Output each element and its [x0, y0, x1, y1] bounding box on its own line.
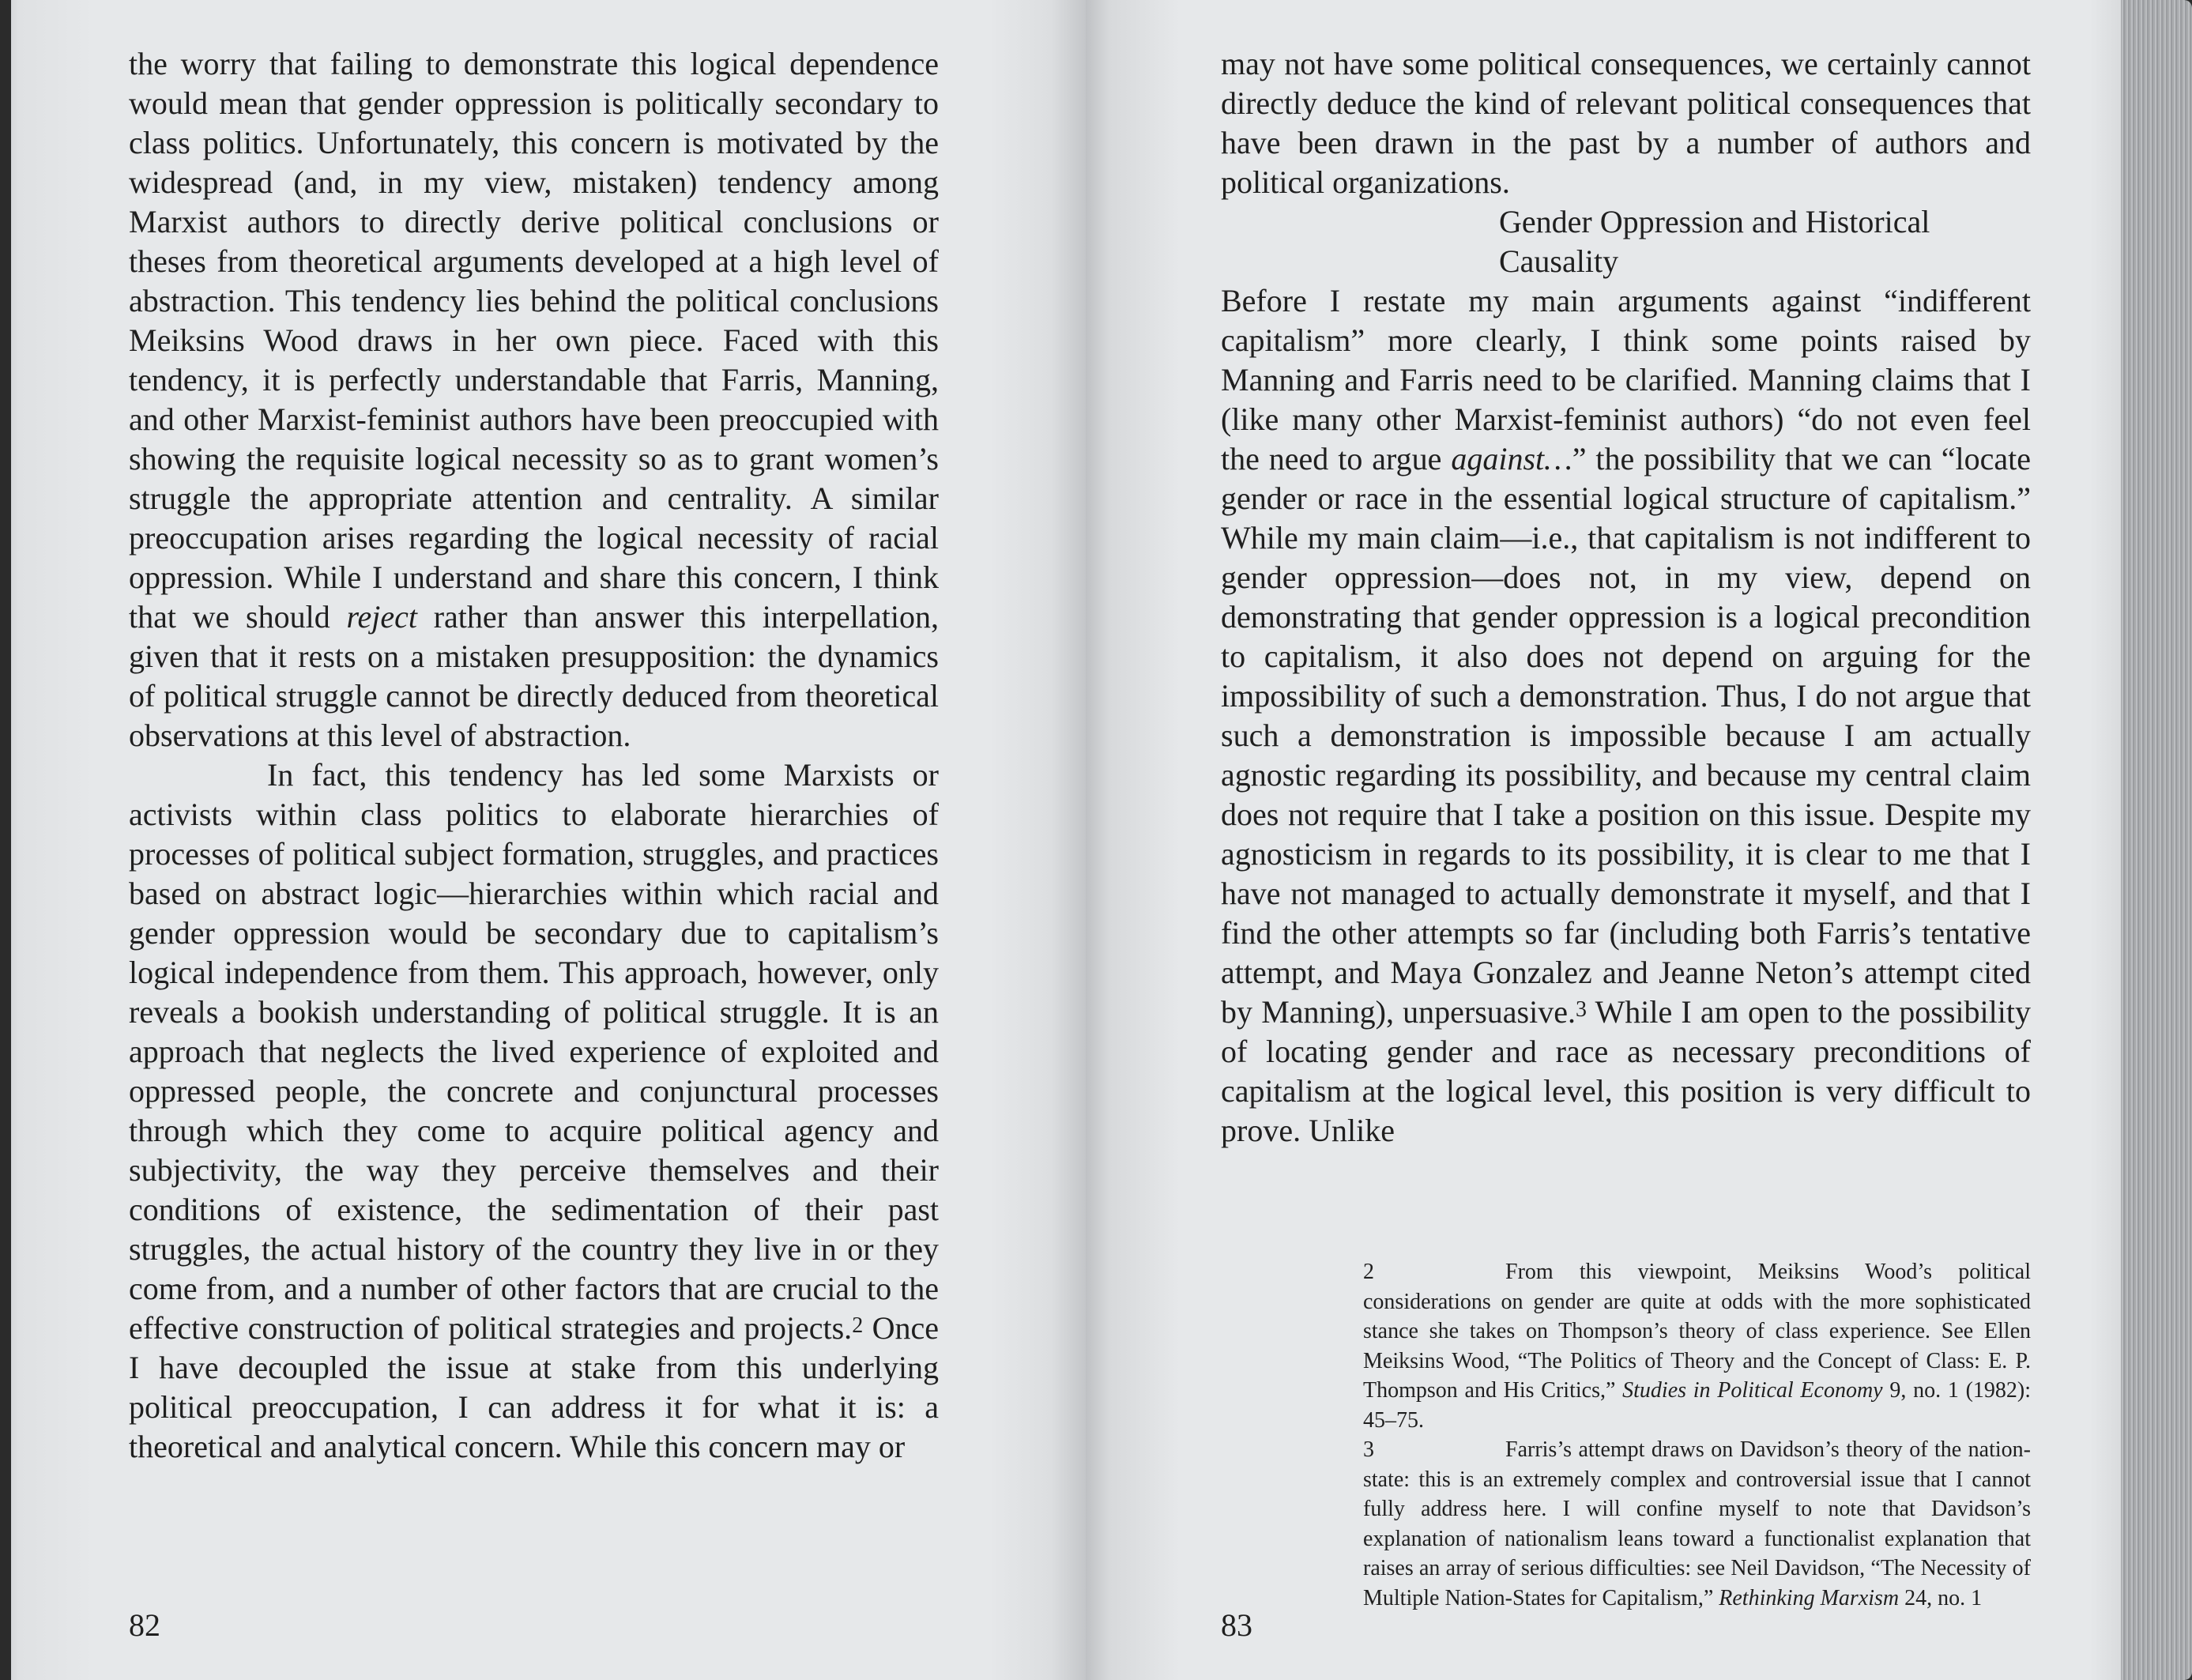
section-heading-line-2: Causality — [1499, 243, 1619, 279]
right-paragraph-2-text: Before I restate my main arguments against “indifferent capitalism” more clearly, I think some points raised by Manning and Farris need to be clarified. Manning claims that I (like many other Marxist-feminist authors) “do not even feel the need to argue — [1221, 283, 2031, 477]
page-number-left: 82 — [129, 1607, 160, 1643]
footnote-2 — [1363, 1257, 2031, 1435]
footnote-3-number: 3 — [1363, 1437, 1374, 1462]
left-paragraph-2-end: Once I have decoupled the issue at stake from this underlying political preoccupation, I can address it for what it is: a theoretical and analytical concern. While this concern may or — [129, 1310, 940, 1464]
left-paragraph-1-end: rather than answer this interpellation, given that it rests on a mistaken presupposition: the dynamics of political struggle cannot be directly deduced from theoretical observations at this level of abstraction. — [129, 599, 940, 753]
footnote-2-text: From this viewpoint, Meiksins Wood’s political considerations on gender are quite at odds with the more sophisticated stance she takes on Thompson’s theory of class experience. See Ellen Meiksins Wood, “The Politics of Theory and the Concept of Class: E. P. Thompson and His Critics,” — [1363, 1260, 2031, 1403]
left-paragraph-1-text: the worry that failing to demonstrate this logical dependence would mean that gender oppression is politically secondary to class politics. Unfortunately, this concern is motivated by the widespread (and, in my view, mistaken) tendency among Marxist authors to directly derive political conclusions or theses from theoretical arguments developed at a high level of abstraction. This tendency lies behind the political conclusions Meiksins Wood draws in her own piece. Faced with this tendency, it is perfectly understandable that Farris, Manning, and other Marxist-feminist authors have been preoccupied with showing the requisite logical necessity so as to grant women’s struggle the appropriate attention and centrality. A similar preoccupation arises regarding the logical necessity of racial oppression. While I understand and share this concern, I think that we should — [129, 46, 939, 635]
right-paragraph-1: may not have some political consequences, we certainly cannot directly deduce the kind of relevant political consequences that have been drawn in the past by a number of authors and political organizations. — [1221, 46, 2031, 200]
footnote-3-text: Farris’s attempt draws on Davidson’s theory of the nation-state: this is an extremely complex and controversial issue that I cannot fully address here. I will confine myself to note that Davidson’s explanation of nationalism leans toward a functionalist explanation that raises an array of serious difficulties: see Neil Davidson, “The Necessity of Multiple Nation-States for Capitalism,” — [1363, 1437, 2031, 1610]
right-paragraph-2-end: While I am open to the possibility of locating gender and race as necessary preconditions of capitalism at the logical level, this position is very difficult to prove. Unlike — [1221, 994, 2032, 1148]
left-paragraph-2 — [129, 755, 939, 1467]
footnotes — [1363, 1257, 2031, 1613]
section-heading-line-1: Gender Oppression and Historical — [1499, 204, 1930, 239]
footnote-2-citation: 9, no. 1 (1982): 45–75. — [1363, 1378, 2031, 1433]
book-left-edge — [0, 0, 11, 1680]
left-paragraph-1-emphasis: reject — [346, 599, 418, 635]
section-heading — [1499, 202, 2013, 281]
right-paragraph-2-emphasis: against… — [1451, 441, 1572, 477]
footnote-3 — [1363, 1435, 2031, 1613]
footnote-3-citation: 24, no. 1 — [1904, 1585, 1983, 1610]
book-fore-edge — [2121, 0, 2192, 1680]
page-number-right: 83 — [1221, 1607, 1252, 1643]
right-paragraph-2 — [1221, 281, 2031, 1151]
footnote-ref-2: 2 — [852, 1313, 864, 1338]
left-paragraph-1 — [129, 44, 939, 755]
right-paragraph-2-cont: ” the possibility that we can “locate gender or race in the essential logical structure of capitalism.” While my main claim—i.e., that capitalism is not indifferent to gender oppression—does not, in my view, depend on demonstrating that gender oppression is a logical precondition to capitalism, it also does not depend on arguing for the impossibility of such a demonstration. Thus, I do not argue that such a demonstration is impossible because I am actually agnostic regarding its possibility, and because my central claim does not require that I take a position on this issue. Despite my agnosticism in regards to its possibility, it is clear to me that I have not managed to actually demonstrate it myself, and that I find the other attempts so far (including both Farris’s tentative attempt, and Maya Gonzalez and Jeanne Neton’s attempt cited by Manning), unpersuasive. — [1221, 441, 2032, 1030]
footnote-2-number: 2 — [1363, 1260, 1374, 1284]
footnote-2-journal: Studies in Political Economy — [1622, 1378, 1883, 1403]
right-page-body — [1221, 44, 2031, 1151]
left-paragraph-2-text: In fact, this tendency has led some Marxists or activists within class politics to elaborate hierarchies of processes of political subject formation, struggles, and practices based on abstract logic—hierarchies within which racial and gender oppression would be secondary due to capitalism’s logical independence from them. This approach, however, only reveals a bookish understanding of political struggle. It is an approach that neglects the lived experience of exploited and oppressed people, the concrete and conjunctural processes through which they come to acquire political agency and subjectivity, the way they perceive themselves and their conditions of existence, the sedimentation of their past struggles, the actual history of the country they live in or they come from, and a number of other factors that are crucial to the effective construction of political strategies and projects. — [129, 757, 939, 1346]
footnote-ref-3: 3 — [1575, 997, 1587, 1022]
left-page-body — [129, 44, 939, 1467]
footnote-3-journal: Rethinking Marxism — [1719, 1585, 1900, 1610]
